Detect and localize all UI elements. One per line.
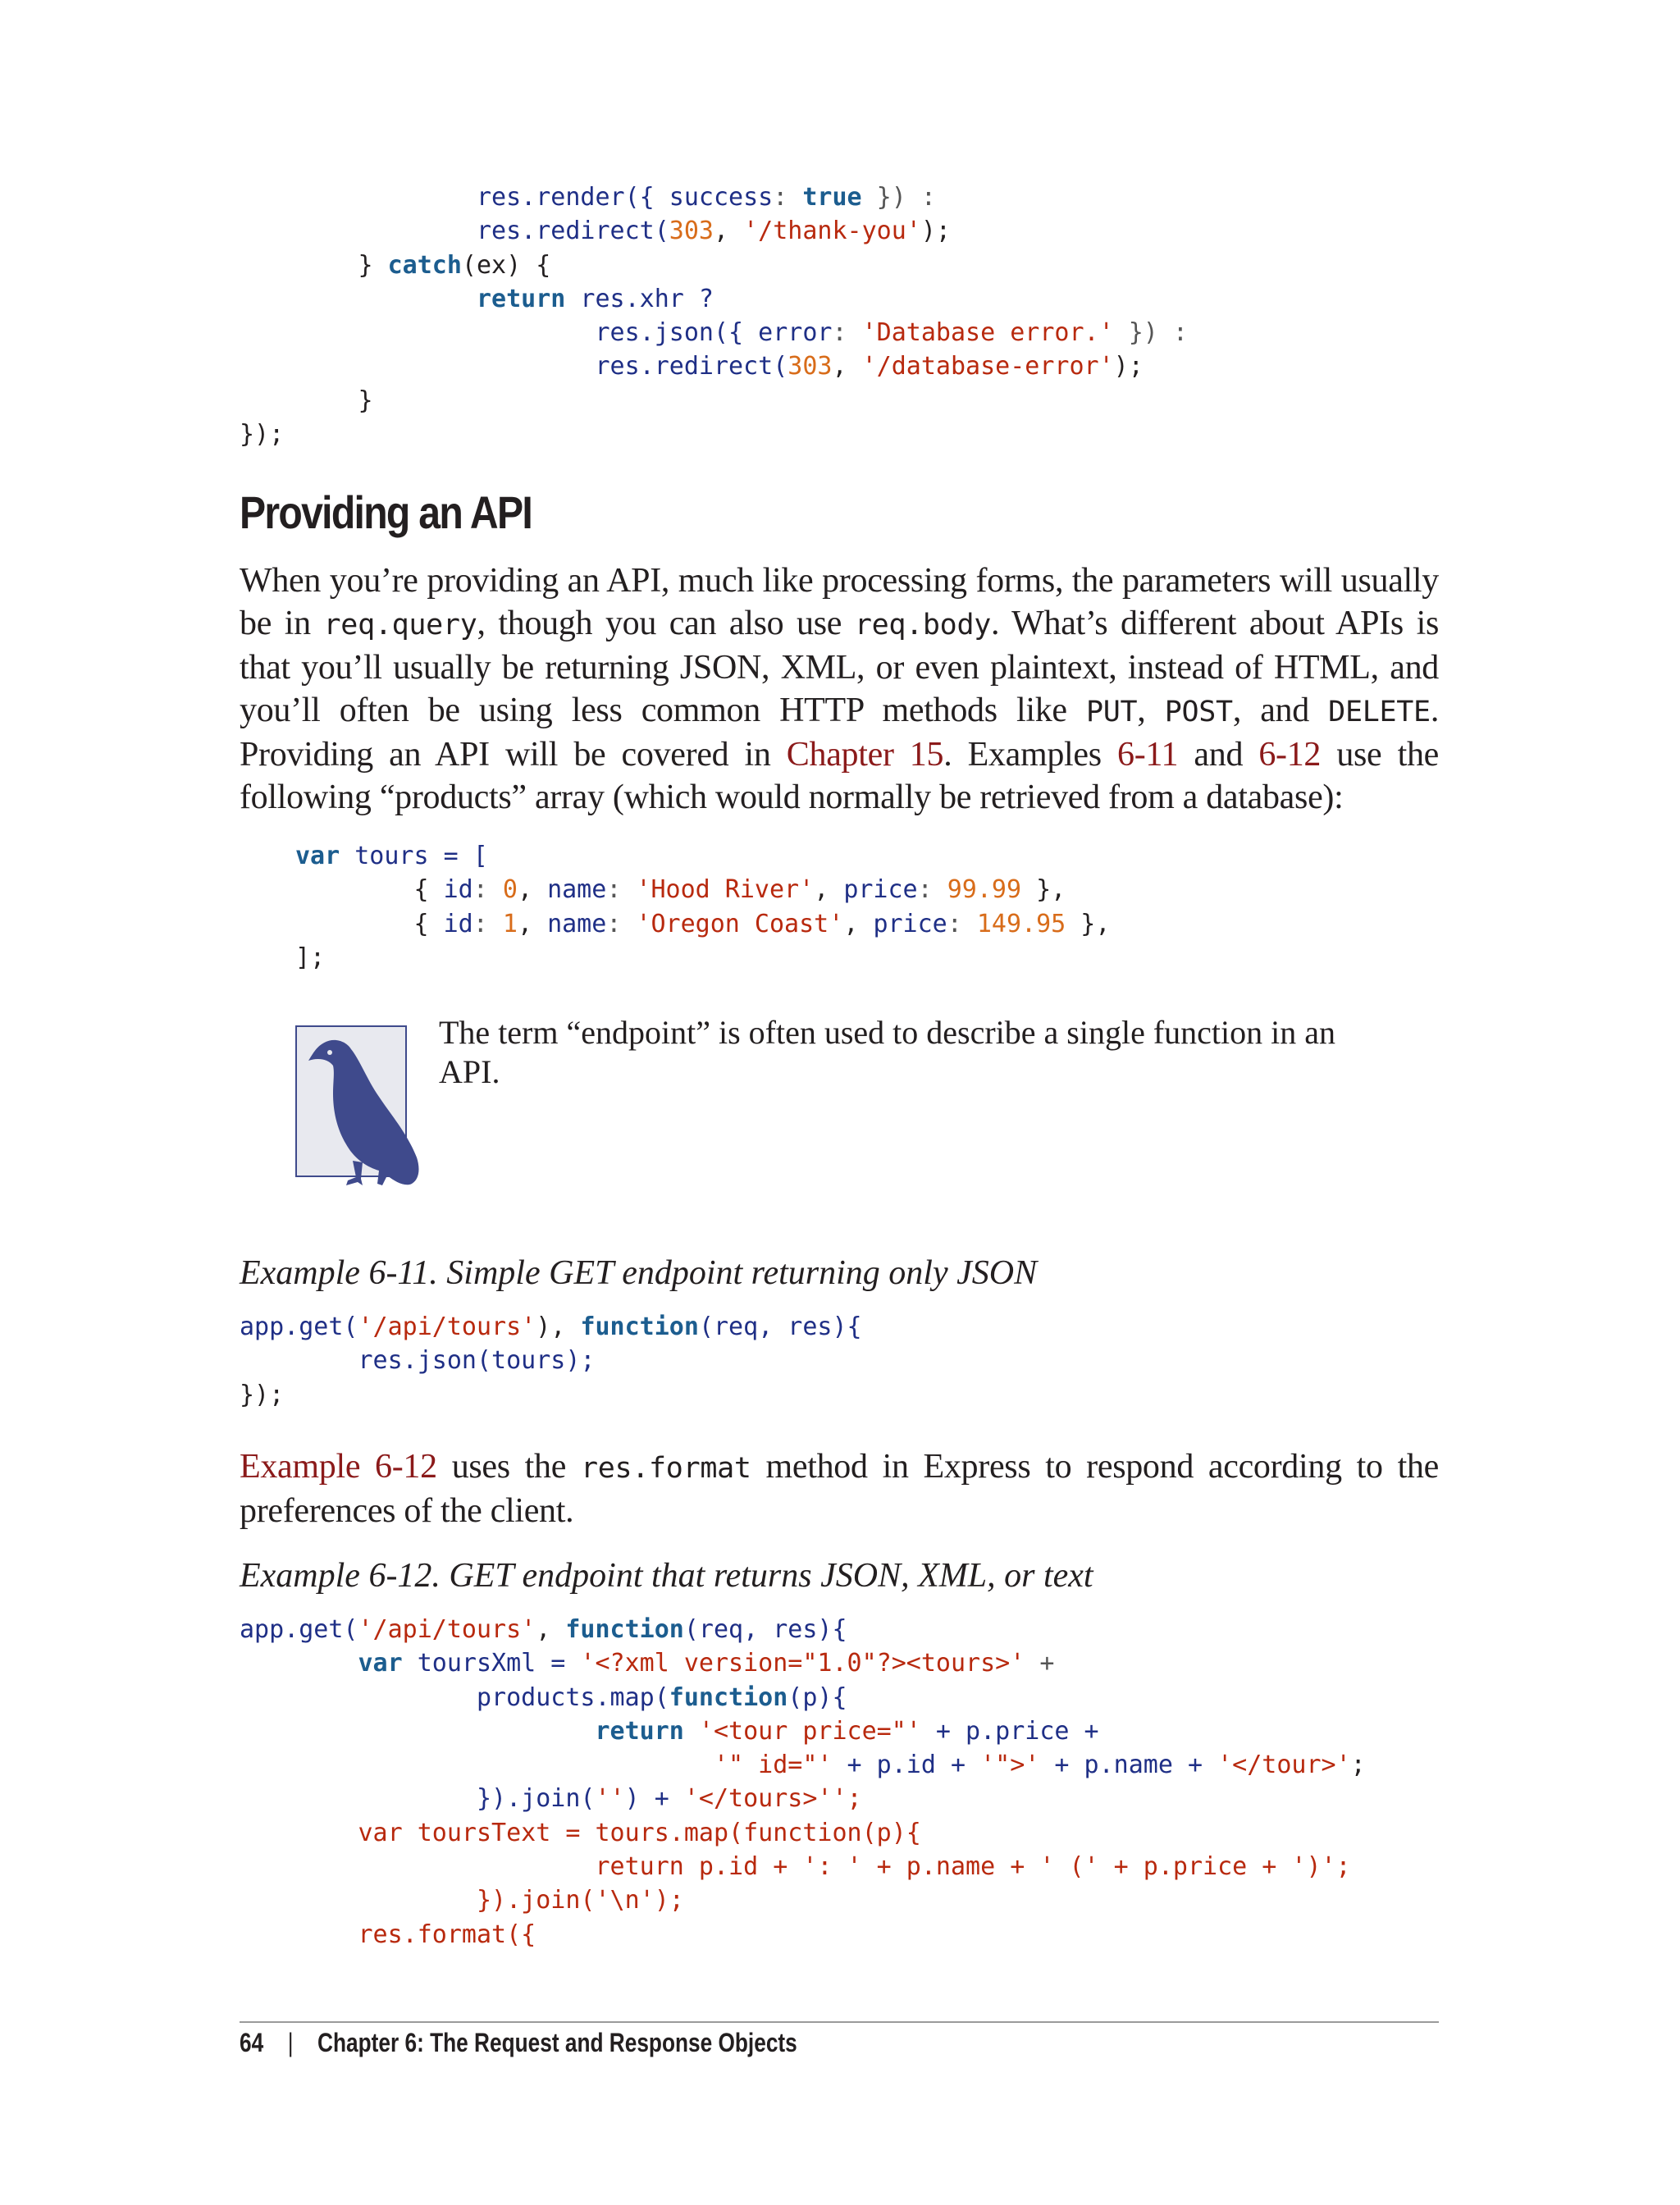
code-token: function [565,1615,684,1644]
code-token: ) + [624,1784,684,1814]
code-token [684,1717,699,1746]
code-line [295,842,488,870]
code-token: '" id="' [713,1751,833,1780]
code-token: res.json({ [595,318,759,348]
code-token: var [295,842,340,870]
code-token: }); [240,420,285,450]
code-token: '/database-error' [861,352,1114,381]
code-line [240,352,1144,381]
text-run: and [1178,736,1259,774]
code-line [240,1615,847,1644]
code-line [240,420,284,449]
code-token: + p.id + [832,1751,981,1780]
code-token: , [713,217,744,246]
code-token: 303 [788,352,833,381]
example-6-11-link[interactable]: 6-11 [1117,736,1179,774]
code-line [240,1346,595,1375]
example-6-12-link[interactable]: 6-12 [1258,736,1322,774]
body-paragraph [240,559,1439,819]
code-token: '</tours>'' [683,1784,847,1814]
footer-separator: | [287,2028,294,2057]
code-token: : [472,875,503,905]
code-token: catch [387,250,462,280]
code-line [240,1381,284,1409]
footer-chapter-title: Chapter 6: The Request and Response Objects [317,2028,797,2057]
code-line [240,183,936,212]
code-token: ); [920,217,951,246]
code-token: app.get( [240,1312,358,1341]
footer-rule [240,2021,1439,2023]
example-6-11-caption: Example 6-11. Simple GET endpoint returning only JSON [240,1254,1038,1292]
code-token: } [358,386,373,415]
code-token: name [547,875,607,905]
code-token: return [476,284,566,313]
code-token: res.redirect( [595,352,788,381]
page-number: 64 [240,2028,264,2057]
code-token: res.redirect( [476,217,669,246]
example-6-12-caption: Example 6-12. GET endpoint that returns JSON, XML, or text [240,1557,1093,1595]
code-token: ); [1113,352,1144,381]
inline-code: POST [1164,696,1233,728]
code-token: }) : [1113,318,1188,348]
code-token: 149.95 [976,909,1066,938]
code-token: { [413,875,444,905]
example-6-12-link[interactable]: Example 6-12 [240,1448,437,1486]
code-token: }); [240,1380,285,1409]
code-token: : [472,909,503,938]
text-run: uses the [436,1448,581,1486]
text-run: method in Express to respond according to the preferences of the client. [240,1448,1439,1530]
inline-code: req.query [323,609,477,641]
code-token: var toursText = tours.map(function(p){ [358,1818,921,1847]
code-line [240,217,951,245]
code-line [240,251,550,280]
code-token: '/thank-you' [743,217,921,246]
code-token: '">' [980,1751,1040,1780]
code-token: 1 [502,909,518,938]
code-token: '' [595,1784,625,1814]
code-token: var [358,1649,403,1678]
code-line [240,1683,847,1712]
code-token: price [843,875,918,905]
code-block-tours [295,839,1110,975]
code-token: , [832,352,862,381]
code-token: '<tour price="' [698,1716,921,1746]
code-line [240,1852,1351,1881]
code-token: + p.price + [920,1716,1099,1746]
code-token: price [873,909,947,938]
code-token: : [832,318,862,348]
text-run: , and [1232,692,1329,729]
code-token: : [606,909,637,938]
text-run: . Providing an API will be covered in [240,692,1440,774]
code-token: 'Database error.' [861,318,1114,348]
code-token: name [547,909,607,938]
code-line [240,285,714,313]
code-line [295,910,1110,938]
code-token: + p.name + [1039,1751,1218,1780]
code-line [240,1784,862,1813]
code-token: (req, res){ [683,1615,847,1644]
code-token: tours = [ [340,842,488,870]
code-line [240,1920,536,1949]
code-token: }, [1066,909,1111,938]
code-token: }, [1021,875,1066,905]
code-token: }) : [861,183,936,212]
code-token: res.xhr ? [565,284,714,313]
text-run: . What’s different about APIs is that you’ll usually be returning JSON, XML, or even plaintext, instead of HTML, and you’ll often be using less common HTTP methods like [240,605,1440,729]
code-token: '<?xml version="1.0"?><tours>' [580,1649,1025,1678]
code-token: function [669,1682,788,1712]
text-run: . Examples [943,736,1117,774]
code-token: : [947,909,977,938]
note-text: The term “endpoint” is often used to describe a single function in an API. [439,1014,1336,1090]
code-block-example-6-12 [240,1613,1366,1952]
text-run: , [1137,692,1165,729]
code-token: (ex) { [461,250,551,280]
code-token: { [413,909,444,938]
code-token: : [773,183,803,212]
bird-icon [297,1029,428,1194]
code-token: res.json(tours); [358,1346,596,1376]
code-block-top [240,180,1188,451]
code-token: ]; [295,943,326,972]
code-token: }).join( [476,1784,596,1814]
code-token: return [595,1716,684,1746]
code-token: , [814,875,844,905]
code-token: (p){ [788,1682,847,1712]
code-token: , [517,909,548,938]
code-line [240,1717,1099,1746]
code-line [295,943,325,972]
code-token: } [358,250,388,280]
chapter-15-link[interactable]: Chapter 15 [786,736,944,774]
code-line [240,1886,684,1915]
code-token: '/api/tours' [358,1312,536,1341]
inline-code: PUT [1085,696,1138,728]
code-token: res.render({ [476,183,669,212]
code-token: ; [847,1784,862,1814]
code-token: 'Oregon Coast' [636,909,844,938]
text-run: use the following “products” array (which would normally be retrieved from a database): [240,736,1439,816]
text-run: When you’re providing an API, much like processing forms, the parameters will usually be in [240,562,1439,642]
code-token: + [1025,1649,1055,1678]
section-heading: Providing an API [240,486,532,538]
code-line [240,1649,1054,1678]
code-token: 'Hood River' [636,875,815,905]
code-token: '</tour>' [1217,1751,1351,1780]
code-line [295,875,1066,904]
code-token: 99.99 [947,875,1022,905]
code-token: res.format({ [358,1920,536,1949]
code-token: return p.id + ': ' + p.name + ' (' + p.price + ')'; [595,1852,1351,1882]
inline-code: req.body [854,609,992,641]
code-token: : [606,875,637,905]
code-token: products.map( [476,1682,669,1712]
code-line [240,318,1188,347]
code-token: true [802,183,862,212]
code-token: , [536,1615,566,1644]
code-line [240,1819,921,1847]
code-token: , [517,875,548,905]
body-paragraph [240,1445,1439,1532]
code-token: }).join('\n'); [476,1886,684,1915]
code-block-example-6-11 [240,1310,862,1412]
code-token: id [443,875,473,905]
code-token: error [758,318,833,348]
code-token: toursXml = [402,1649,581,1678]
code-token: success [669,183,774,212]
code-line [240,1312,862,1341]
code-token: , [843,909,874,938]
code-token: id [443,909,473,938]
code-token: 303 [669,217,714,246]
code-token: : [917,875,947,905]
code-token: (req, res){ [698,1312,862,1341]
code-token: app.get( [240,1615,358,1644]
page-footer [240,2028,797,2058]
code-token: function [580,1312,699,1341]
text-run: , though you can also use [477,605,855,642]
code-token: 0 [502,875,518,905]
code-token: ), [536,1312,581,1341]
code-token: ; [1350,1751,1366,1780]
inline-code: DELETE [1328,696,1431,728]
code-line [240,386,373,415]
code-line [240,1751,1366,1779]
code-token: '/api/tours' [358,1615,536,1644]
inline-code: res.format [580,1452,751,1485]
